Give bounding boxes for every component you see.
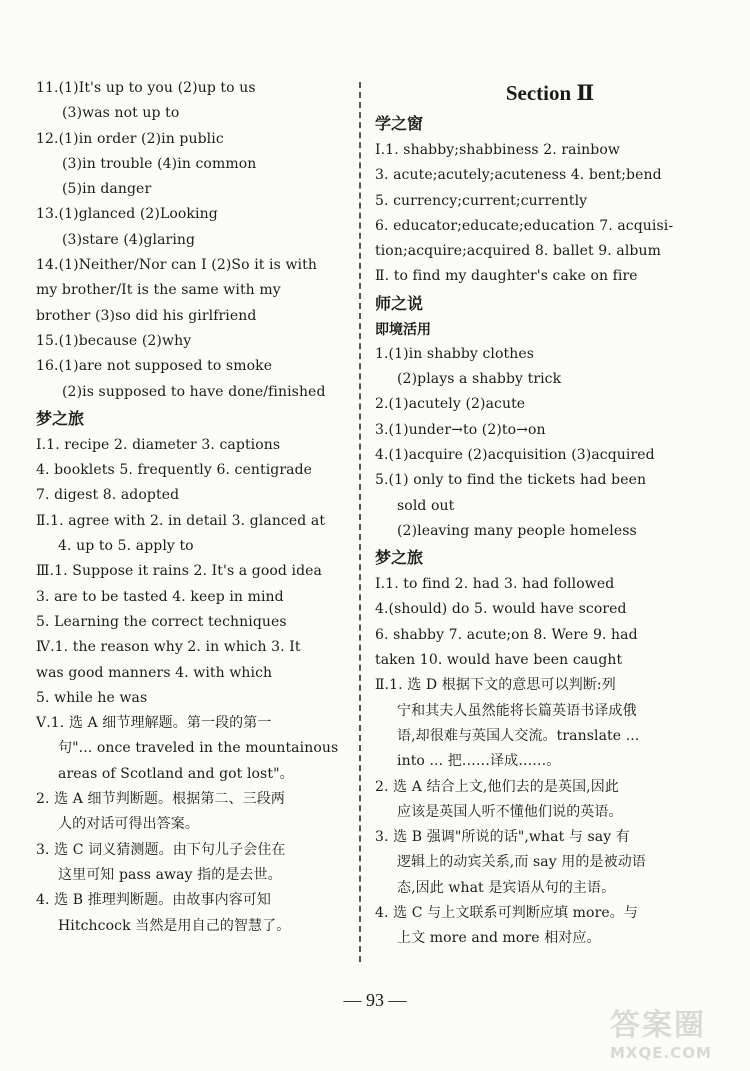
page-number: — 93 — xyxy=(343,990,407,1010)
answer-line: Ⅳ.1. the reason why 2. in which 3. It xyxy=(36,639,301,656)
left-column xyxy=(36,76,346,939)
answer-line: 3.(1)under→to (2)to→on xyxy=(375,421,546,438)
answer-line: (2)plays a shabby trick xyxy=(397,371,562,388)
answer-line: 15.(1)because (2)why xyxy=(36,332,192,349)
answer-line: 人的对话可得出答案。 xyxy=(58,816,199,833)
answer-line: 5. currency;current;currently xyxy=(375,192,588,209)
answer-line: 4. up to 5. apply to xyxy=(58,538,194,555)
answer-line: 态,因此 what 是宾语从句的主语。 xyxy=(397,879,616,896)
answer-line: (2)leaving many people homeless xyxy=(397,522,637,539)
answer-line: 12.(1)in order (2)in public xyxy=(36,130,224,147)
answer-line: Ⅱ.1. 选 D 根据下文的意思可以判断:列 xyxy=(375,677,616,694)
answer-line: Ⅰ.1. recipe 2. diameter 3. captions xyxy=(36,436,281,453)
answer-line: (3)was not up to xyxy=(62,105,180,122)
answer-line: Ⅱ. to find my daughter's cake on fire xyxy=(375,268,638,285)
answer-line: (3)in trouble (4)in common xyxy=(62,155,257,172)
answer-line: 4. 选 B 推理判断题。由故事内容可知 xyxy=(36,892,271,909)
answer-line: 4. booklets 5. frequently 6. centigrade xyxy=(36,462,313,479)
watermark-logo: 答案圈 xyxy=(610,1008,706,1043)
watermark-url: MXQE.COM xyxy=(610,1044,712,1062)
answer-line: Ⅴ.1. 选 A 细节理解题。第一段的第一 xyxy=(36,715,272,732)
answer-line: areas of Scotland and got lost"。 xyxy=(58,765,294,782)
answer-line: 句"... once traveled in the mountainous xyxy=(58,740,339,757)
answer-line: taken 10. would have been caught xyxy=(375,652,623,669)
answer-line: Ⅱ.1. agree with 2. in detail 3. glanced at xyxy=(36,512,326,529)
answer-line: 应该是英国人听不懂他们说的英语。 xyxy=(397,803,623,820)
right-column xyxy=(375,76,685,952)
answer-line: 6. educator;educate;education 7. acquisi- xyxy=(375,217,674,234)
answer-line: 3. 选 B 强调"所说的话",what 与 say 有 xyxy=(375,829,630,846)
answer-line: Ⅰ.1. shabby;shabbiness 2. rainbow xyxy=(375,142,620,158)
answer-line: 2.(1)acutely (2)acute xyxy=(375,396,526,413)
column-divider xyxy=(359,82,361,962)
answer-line: 11.(1)It's up to you (2)up to us xyxy=(36,80,256,96)
answer-line: 7. digest 8. adopted xyxy=(36,487,180,504)
answer-line: into ... 把……译成……。 xyxy=(397,753,561,770)
answer-line: 4.(1)acquire (2)acquisition (3)acquired xyxy=(375,446,655,463)
answer-line: 5.(1) only to find the tickets had been xyxy=(375,472,647,489)
answer-line: Ⅰ.1. to find 2. had 3. had followed xyxy=(375,576,615,593)
section-heading: 梦之旅 xyxy=(375,548,424,568)
answer-line: (5)in danger xyxy=(62,181,152,198)
answer-line: 宁和其夫人虽然能将长篇英语书译成俄 xyxy=(397,702,637,719)
answer-line: (2)is supposed to have done/finished xyxy=(62,383,326,400)
answer-line: 3. acute;acutely;acuteness 4. bent;bend xyxy=(375,167,662,184)
answer-line: 2. 选 A 细节判断题。根据第二、三段两 xyxy=(36,791,285,808)
section-title: Section Ⅱ xyxy=(505,81,595,105)
answer-line: 6. shabby 7. acute;on 8. Were 9. had xyxy=(375,626,638,643)
answer-line: 上文 more and more 相对应。 xyxy=(397,930,601,947)
answer-line: (3)stare (4)glaring xyxy=(62,231,196,248)
answer-line: 5. while he was xyxy=(36,689,148,706)
answer-line: 4.(should) do 5. would have scored xyxy=(375,601,627,618)
answer-line: 3. 选 C 词义猜测题。由下句儿子会住在 xyxy=(36,841,286,858)
answer-line: 这里可知 pass away 指的是去世。 xyxy=(58,866,282,883)
answer-line: Hitchcock 当然是用自己的智慧了。 xyxy=(58,917,291,934)
answer-line: was good manners 4. with which xyxy=(36,664,273,681)
answer-line: 2. 选 A 结合上文,他们去的是英国,因此 xyxy=(375,778,619,795)
section-heading: 梦之旅 xyxy=(36,408,85,428)
answer-line: 5. Learning the correct techniques xyxy=(36,613,287,630)
answer-line: 13.(1)glanced (2)Looking xyxy=(36,206,218,223)
section-heading: 师之说 xyxy=(375,293,424,313)
answer-line: 16.(1)are not supposed to smoke xyxy=(36,358,273,375)
answer-line: 3. are to be tasted 4. keep in mind xyxy=(36,588,284,605)
sub-heading: 即境活用 xyxy=(375,321,431,338)
answer-line: my brother/It is the same with my xyxy=(36,282,281,299)
answer-line: 14.(1)Neither/Nor can I (2)So it is with xyxy=(36,257,317,274)
answer-line: brother (3)so did his girlfriend xyxy=(36,307,257,324)
answer-line: sold out xyxy=(397,497,455,514)
answer-line: 4. 选 C 与上文联系可判断应填 more。与 xyxy=(375,905,638,922)
answer-line: 语,却很难与英国人交流。translate ... xyxy=(397,727,640,744)
answer-line: 1.(1)in shabby clothes xyxy=(375,345,535,362)
section-heading: 学之窗 xyxy=(375,114,424,133)
watermark xyxy=(610,1008,745,1068)
answer-line: Ⅲ.1. Suppose it rains 2. It's a good idea xyxy=(36,563,323,580)
answer-line: 逻辑上的动宾关系,而 say 用的是被动语 xyxy=(397,854,646,871)
answer-line: tion;acquire;acquired 8. ballet 9. album xyxy=(375,243,661,260)
